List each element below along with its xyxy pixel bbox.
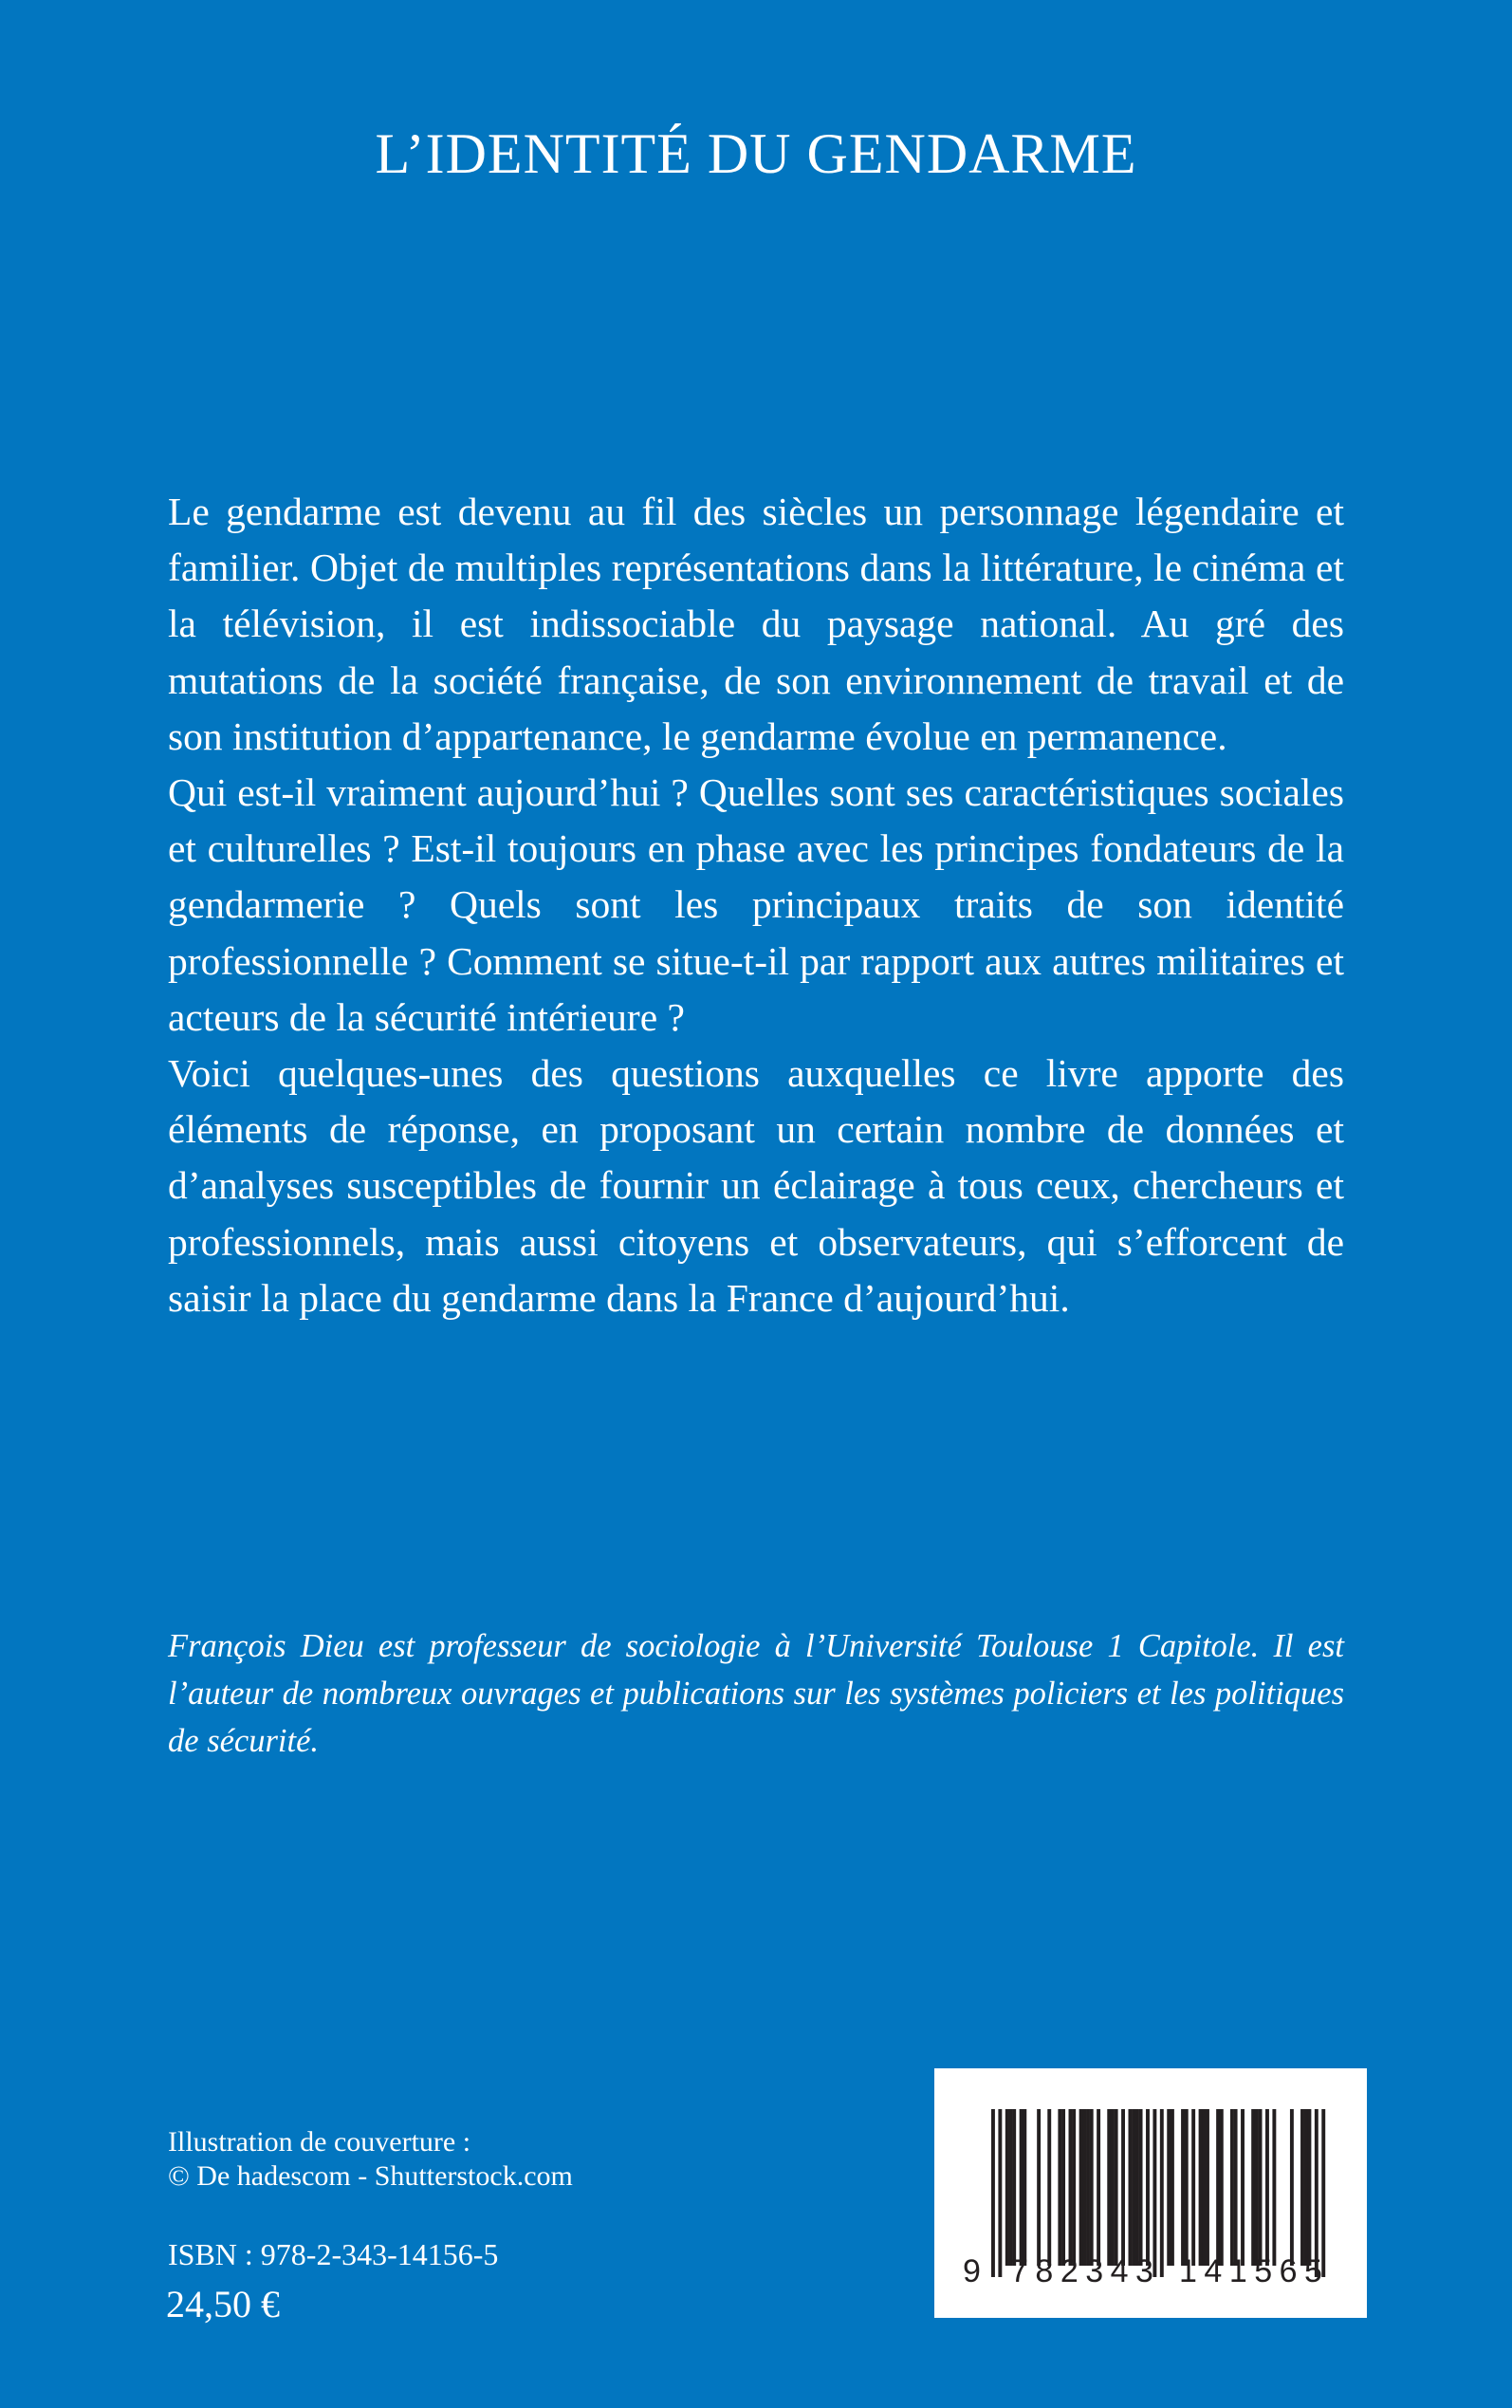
blurb-paragraph: Le gendarme est devenu au fil des siècles un personnage légendaire et familier. Objet de multiples représentations dans la littérature, le cinéma et la télévision, il est indissociable du paysage national. Au gré des mutations de la société française, de son environnement de travail et de son institution d’appartenance, le gendarme évolue en permanence.	[168, 490, 1344, 758]
barcode-first-digit: 9	[963, 2253, 981, 2289]
blurb-paragraph: Voici quelques-unes des questions auxquelles ce livre apporte des éléments de réponse, en proposant un certain nombre de données et d’analyses susceptibles de fournir un éclairage à tous ceux, chercheurs et professionnels, mais aussi citoyens et observateurs, qui s’efforcent de saisir la place du gendarme dans la France d’aujourd’hui.	[168, 1051, 1344, 1320]
illustration-credit	[168, 2125, 573, 2194]
barcode-right-group: 141565	[1179, 2253, 1330, 2289]
barcode-digits	[934, 2068, 1367, 2318]
isbn: ISBN : 978-2-343-14156-5	[168, 2237, 499, 2271]
barcode	[934, 2068, 1367, 2318]
price: 24,50 €	[166, 2283, 280, 2325]
barcode-left-group: 782343	[1010, 2253, 1161, 2289]
illustration-credit-source: © De hadescom - Shutterstock.com	[168, 2160, 573, 2192]
book-title: L’IDENTITÉ DU GENDARME	[375, 122, 1137, 185]
back-cover-blurb	[168, 484, 1344, 1326]
blurb-paragraph: Qui est-il vraiment aujourd’hui ? Quelles sont ses caractéristiques sociales et culturelles ? Est-il toujours en phase avec les principes fondateurs de la gendarmerie ? Quels sont les principaux traits de son identité professionnelle ? Comment se situe-t-il par rapport aux autres militaires et acteurs de la sécurité intérieure ?	[168, 770, 1344, 1039]
author-bio: François Dieu est professeur de sociologie à l’Université Toulouse 1 Capitole. Il est l’auteur de nombreux ouvrages et publications sur les systèmes policiers et les politiques de sécurité.	[168, 1628, 1344, 1759]
illustration-credit-label: Illustration de couverture :	[168, 2126, 471, 2158]
